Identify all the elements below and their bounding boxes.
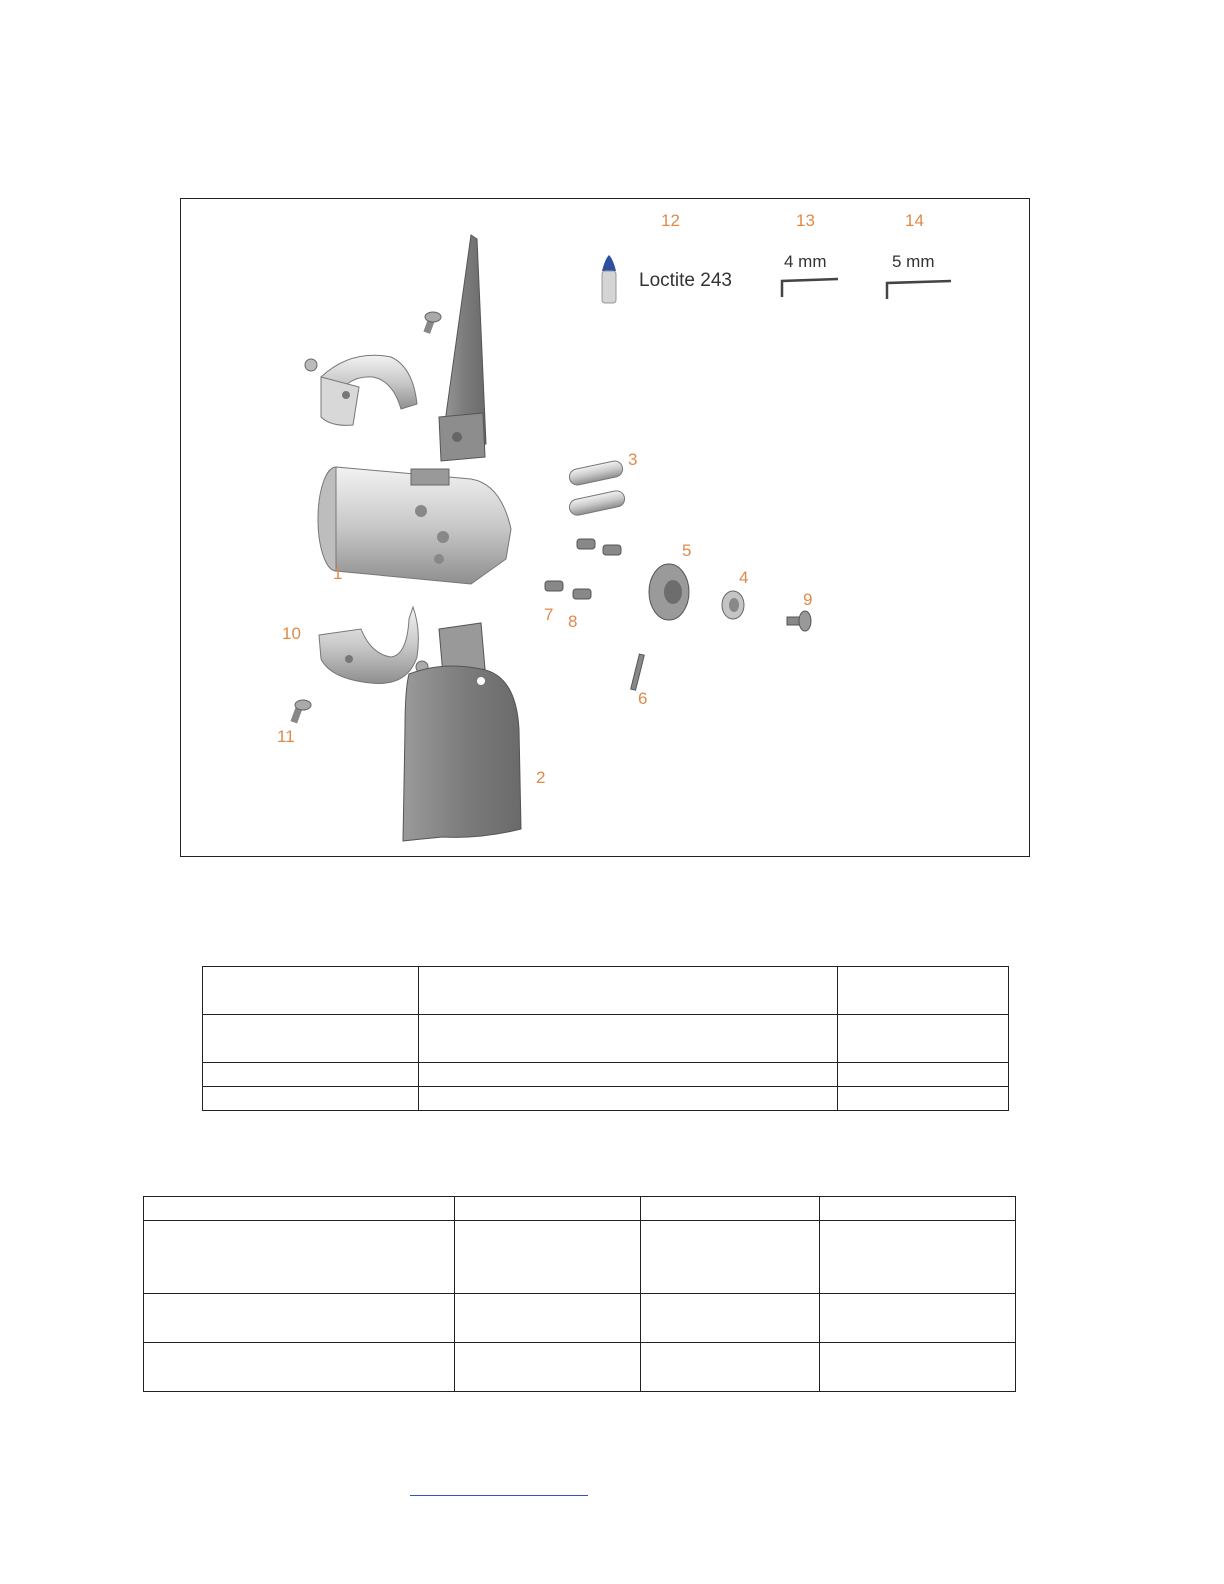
table-cell: [820, 1343, 1016, 1392]
table-cell: [454, 1221, 641, 1294]
part-label-13: 13: [796, 211, 815, 230]
clamp-top: [305, 355, 417, 425]
table-cell: [203, 1015, 419, 1063]
table-row: [144, 1221, 1016, 1294]
part-label-1: 1: [333, 564, 343, 583]
parts-illustration: [181, 199, 1031, 858]
exploded-parts-diagram: [180, 198, 1030, 857]
table-row: [203, 1015, 1009, 1063]
table-2: [143, 1196, 1016, 1392]
table-cell: [418, 967, 837, 1015]
table-cell: [838, 1015, 1009, 1063]
table-row: [144, 1343, 1016, 1392]
screw-11: [291, 700, 311, 724]
part-label-6: 6: [638, 689, 648, 708]
table-cell: [418, 1087, 837, 1111]
table-cell: [418, 1015, 837, 1063]
part-label-5: 5: [682, 541, 692, 560]
hex-key-5mm-label: 5 mm: [892, 252, 935, 271]
bolt-part: [787, 611, 811, 631]
table-cell: [203, 967, 419, 1015]
part-label-9: 9: [803, 590, 813, 609]
table-cell: [454, 1343, 641, 1392]
hub-part: [649, 564, 689, 620]
rod-part: [631, 654, 645, 690]
part-label-4: 4: [739, 568, 749, 587]
table-cell: [838, 1063, 1009, 1087]
table-cell: [838, 1087, 1009, 1111]
part-label-3: 3: [628, 450, 638, 469]
lower-body-part: [403, 623, 521, 841]
table-cell: [203, 1087, 419, 1111]
table-cell: [454, 1197, 641, 1221]
table-cell: [820, 1294, 1016, 1343]
part-label-8: 8: [568, 612, 578, 631]
hyperlink-underline[interactable]: [410, 1495, 588, 1496]
table-cell: [820, 1221, 1016, 1294]
blade-part: [439, 235, 486, 461]
table-row: [203, 1063, 1009, 1087]
table-cell: [820, 1197, 1016, 1221]
table-cell: [641, 1294, 820, 1343]
clamp-bottom: [319, 607, 418, 683]
table-cell: [144, 1343, 455, 1392]
table-cell: [144, 1221, 455, 1294]
washer-part: [722, 591, 744, 619]
loctite-bottle-icon: [602, 255, 616, 303]
hex-key-5mm-icon: [887, 281, 951, 299]
table-1: [202, 966, 1009, 1111]
table-row: [203, 1087, 1009, 1111]
loctite-label: Loctite 243: [639, 270, 732, 291]
part-label-10: 10: [282, 624, 301, 643]
table-row: [144, 1294, 1016, 1343]
table-cell: [418, 1063, 837, 1087]
pins-part: [568, 460, 626, 517]
hex-key-4mm-label: 4 mm: [784, 252, 827, 271]
screw-top: [423, 312, 441, 334]
table-cell: [144, 1294, 455, 1343]
table-cell: [144, 1197, 455, 1221]
hex-key-4mm-icon: [782, 279, 838, 297]
table-cell: [641, 1221, 820, 1294]
housing-part: [318, 467, 511, 584]
part-label-2: 2: [536, 768, 546, 787]
table-row: [144, 1197, 1016, 1221]
part-label-7: 7: [544, 605, 554, 624]
table-cell: [641, 1343, 820, 1392]
part-label-14: 14: [905, 211, 924, 230]
table-cell: [641, 1197, 820, 1221]
table-cell: [203, 1063, 419, 1087]
set-screws: [545, 539, 621, 599]
part-label-12: 12: [661, 211, 680, 230]
table-cell: [838, 967, 1009, 1015]
table-row: [203, 967, 1009, 1015]
part-label-11: 11: [277, 727, 295, 746]
table-cell: [454, 1294, 641, 1343]
